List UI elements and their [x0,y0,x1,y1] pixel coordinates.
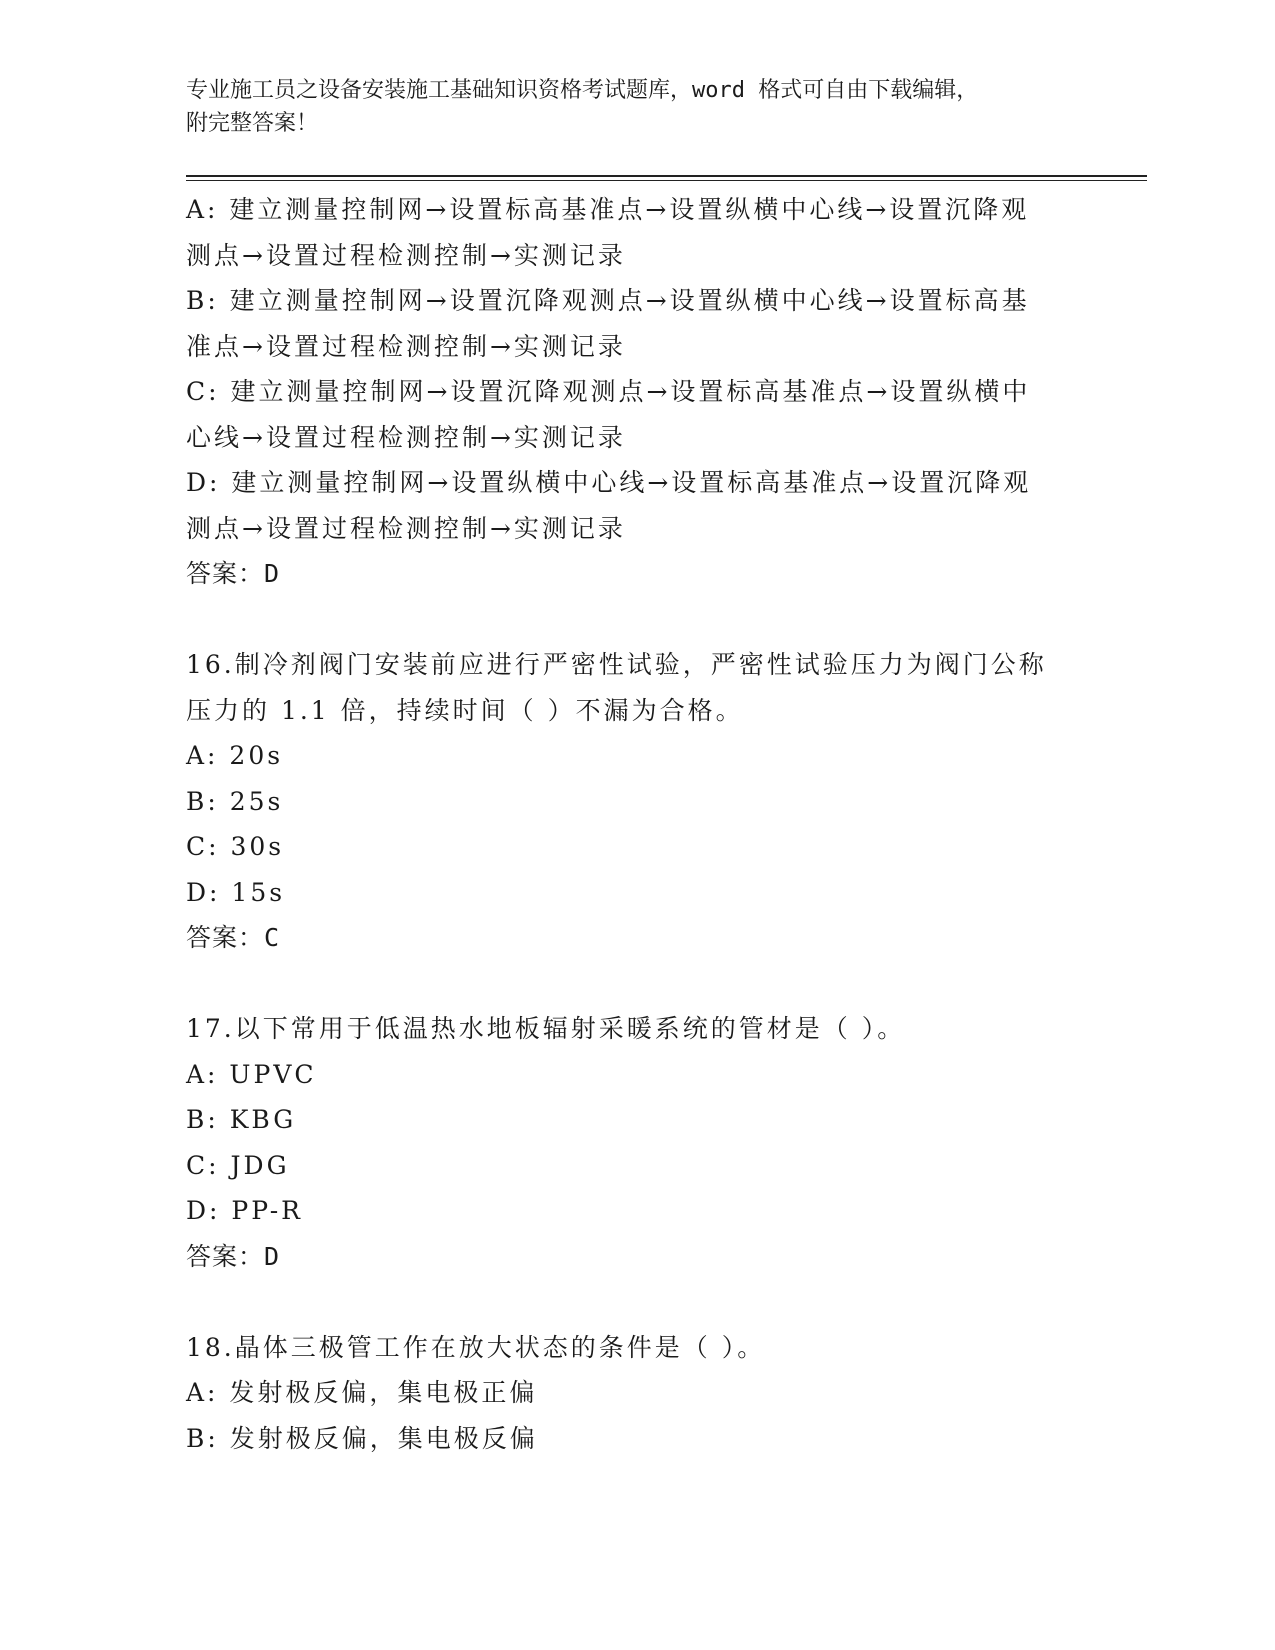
spacer [186,1279,1086,1325]
q18-option-a: A: 发射极反偏，集电极正偏 [186,1378,538,1407]
q15-option-a-line-1: A: 建立测量控制网→设置标高基准点→设置纵横中心线→设置沉降观 [186,195,1030,224]
q15-option-b-line-1: B: 建立测量控制网→设置沉降观测点→设置纵横中心线→设置标高基 [186,286,1030,315]
spacer [186,597,1086,643]
question-15-options [186,187,1086,597]
spacer [186,961,1086,1007]
header-line-2: 附完整答案！ [186,111,319,136]
q16-option-b: B: 25s [186,786,284,816]
q17-option-d: D: PP-R [186,1196,303,1225]
header-divider [186,175,1147,181]
q17-stem: 17.以下常用于低温热水地板辐射采暖系统的管材是（ ）。 [186,1014,906,1043]
q18-stem: 18.晶体三极管工作在放大状态的条件是（ ）。 [186,1332,766,1362]
q16-option-d: D: 15s [186,877,286,907]
q15-option-c-line-2: 心线→设置过程检测控制→实测记录 [186,422,626,452]
q16-stem-line-2: 压力的 1.1 倍，持续时间（ ）不漏为合格。 [186,695,744,725]
q17-answer: 答案：D [186,1241,281,1271]
q16-option-a: A: 20s [186,741,284,770]
q15-answer: 答案：D [186,559,281,588]
q17-option-c: C: JDG [186,1150,290,1180]
question-17 [186,1006,1086,1279]
q15-option-d-line-2: 测点→设置过程检测控制→实测记录 [186,513,626,543]
q17-option-b: B: KBG [186,1105,297,1134]
header-line-1: 专业施工员之设备安装施工基础知识资格考试题库，word 格式可自由下载编辑， [186,78,979,103]
question-content [186,187,1086,1461]
q15-option-c-line-1: C: 建立测量控制网→设置沉降观测点→设置标高基准点→设置纵横中 [186,377,1031,406]
q15-option-a-line-2: 测点→设置过程检测控制→实测记录 [186,240,626,270]
q16-answer: 答案：C [186,923,281,952]
q15-option-d-line-1: D: 建立测量控制网→设置纵横中心线→设置标高基准点→设置沉降观 [186,468,1032,497]
q18-option-b: B: 发射极反偏，集电极反偏 [186,1423,538,1453]
document-header [186,74,1086,140]
question-18 [186,1325,1086,1462]
question-16 [186,642,1086,961]
q16-option-c: C: 30s [186,832,285,861]
q15-option-b-line-2: 准点→设置过程检测控制→实测记录 [186,331,626,361]
q16-stem-line-1: 16.制冷剂阀门安装前应进行严密性试验，严密性试验压力为阀门公称 [186,650,1047,679]
q17-option-a: A: UPVC [186,1059,317,1089]
